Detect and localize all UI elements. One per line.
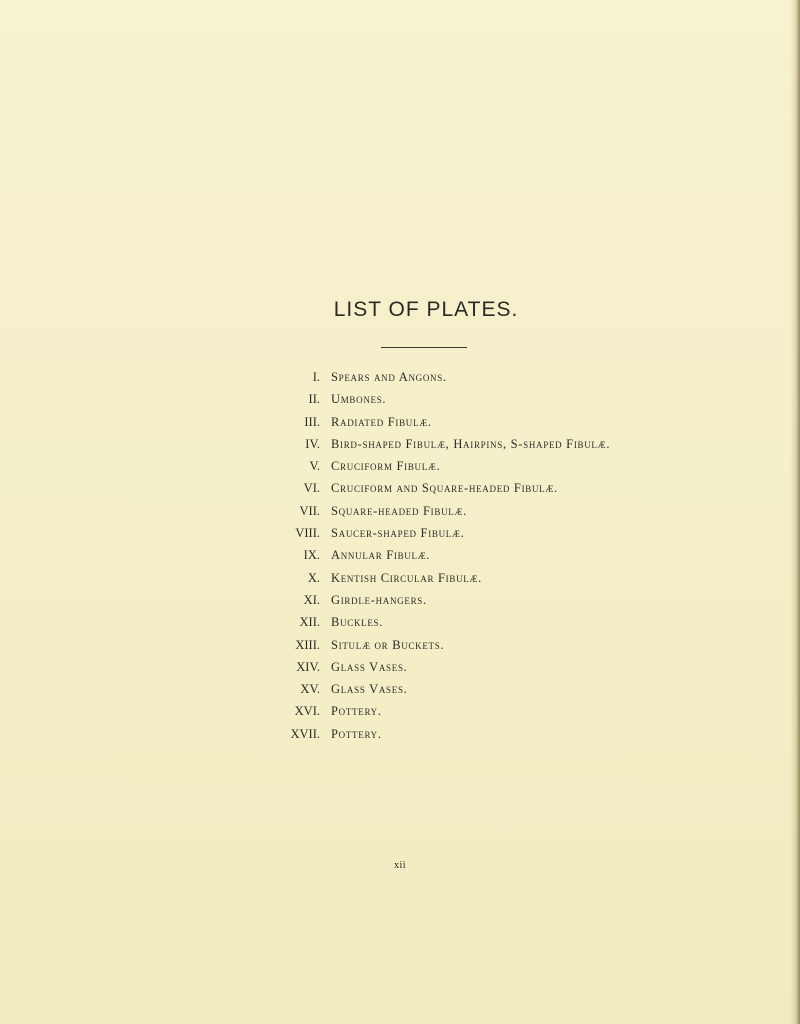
plate-entry	[270, 437, 670, 459]
plate-entry	[270, 504, 670, 526]
plate-entry	[270, 727, 670, 749]
plate-description: Bird-shaped Fibulæ, Hairpins, S-shaped Fibulæ.	[331, 436, 611, 451]
plate-entry	[270, 392, 670, 414]
plate-description: Cruciform Fibulæ.	[331, 459, 441, 474]
plate-numeral: VIII.	[295, 526, 320, 541]
title-divider	[381, 347, 467, 348]
plate-entry	[270, 704, 670, 726]
plate-entry	[270, 459, 670, 481]
plate-numeral: XV.	[300, 682, 320, 697]
plate-description: Situlæ or Buckets.	[331, 637, 445, 652]
plate-numeral: VI.	[303, 481, 320, 496]
plate-numeral: XIII.	[295, 637, 320, 652]
plate-entry	[270, 526, 670, 548]
plate-description: Pottery.	[331, 726, 382, 741]
plate-numeral: XIV.	[296, 659, 320, 674]
page-title: LIST OF PLATES.	[333, 298, 519, 321]
plate-numeral: III.	[304, 414, 320, 429]
plate-numeral: I.	[312, 370, 320, 384]
plate-description: Umbones.	[331, 392, 387, 407]
plate-entry	[270, 548, 670, 570]
page-number: xii	[393, 860, 407, 871]
plate-entry	[270, 481, 670, 503]
plate-numeral: VII.	[299, 503, 320, 518]
plate-description: Kentish Circular Fibulæ.	[331, 570, 482, 585]
plate-entry	[270, 682, 670, 704]
plate-description: Cruciform and Square-headed Fibulæ.	[331, 481, 558, 496]
plate-description: Spears and Angons.	[331, 370, 447, 384]
plate-numeral: XVII.	[290, 726, 320, 741]
plate-entry	[270, 660, 670, 682]
plate-description: Girdle-hangers.	[331, 592, 427, 607]
plate-description: Buckles.	[331, 615, 384, 630]
plate-description: Annular Fibulæ.	[331, 548, 431, 563]
plate-numeral: II.	[308, 392, 320, 407]
plate-numeral: XI.	[303, 592, 320, 607]
plate-description: Radiated Fibulæ.	[331, 414, 432, 429]
plate-numeral: XVI.	[294, 704, 320, 719]
plate-description: Pottery.	[331, 704, 382, 719]
plate-description: Glass Vases.	[331, 659, 408, 674]
plate-numeral: IV.	[305, 436, 320, 451]
plates-list	[270, 370, 670, 749]
plate-numeral: V.	[309, 459, 320, 474]
plate-numeral: XII.	[299, 615, 320, 630]
plate-description: Glass Vases.	[331, 682, 408, 697]
plate-entry	[270, 571, 670, 593]
plate-entry	[270, 615, 670, 637]
plate-description: Saucer-shaped Fibulæ.	[331, 526, 465, 541]
plate-entry	[270, 370, 670, 392]
plate-numeral: IX.	[303, 548, 320, 563]
plate-entry	[270, 638, 670, 660]
plate-numeral: X.	[307, 570, 320, 585]
plate-entry	[270, 415, 670, 437]
plate-entry	[270, 593, 670, 615]
plate-description: Square-headed Fibulæ.	[331, 503, 468, 518]
